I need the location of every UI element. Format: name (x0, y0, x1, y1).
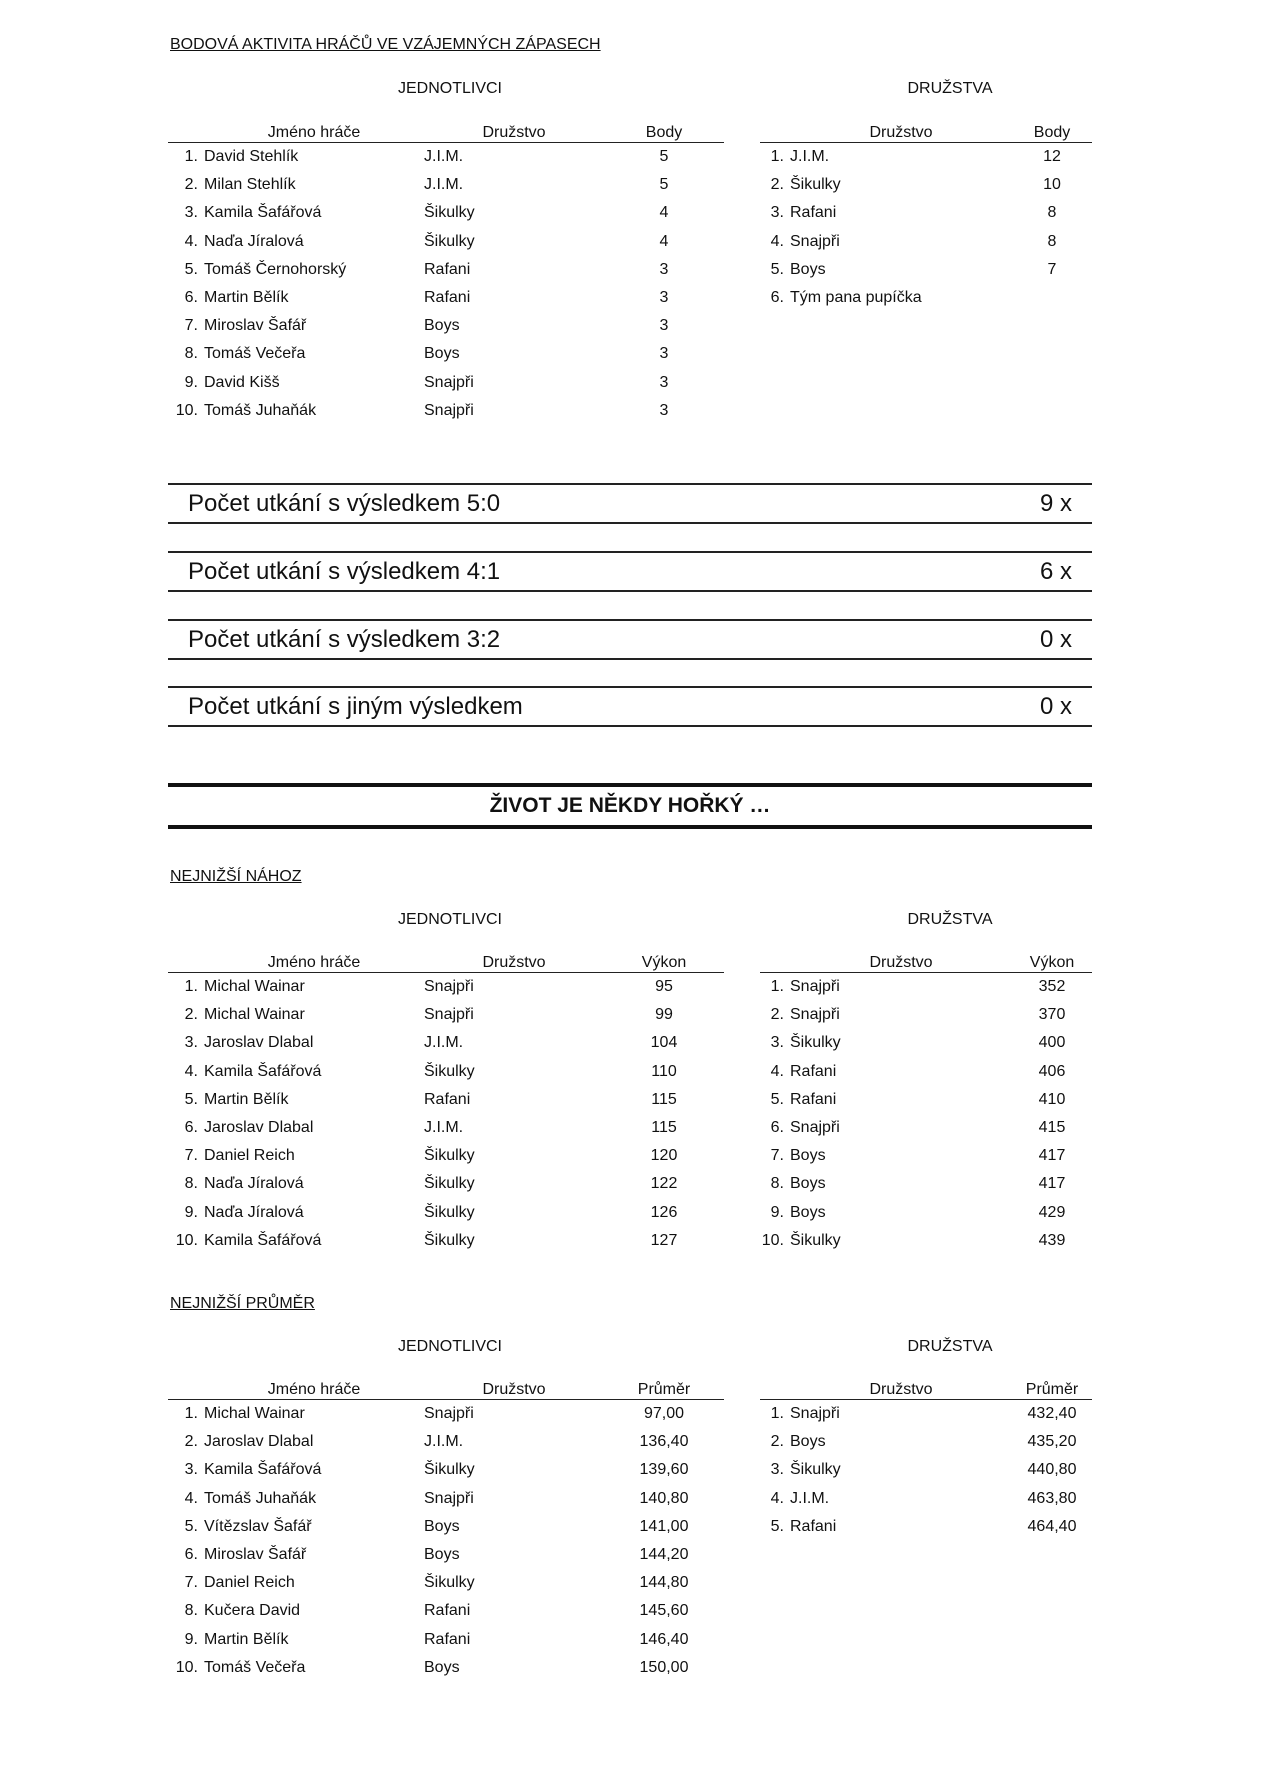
table-row (760, 284, 1092, 312)
rank-cell: 2. (184, 176, 198, 194)
table-row (760, 1086, 1092, 1114)
player-name-cell: Daniel Reich (204, 1574, 295, 1592)
team-header: Družstvo (424, 114, 604, 143)
table-row (168, 284, 724, 312)
value-cell: 115 (651, 1090, 677, 1108)
value-cell: 3 (659, 345, 669, 363)
rank-cell: 5. (184, 1090, 198, 1108)
value-cell: 400 (1038, 1034, 1066, 1052)
table-row (168, 973, 724, 1002)
table-row (168, 1114, 724, 1142)
value-cell: 3 (659, 317, 669, 335)
rank-cell: 4. (770, 232, 784, 250)
table-row (760, 1058, 1092, 1086)
rank-cell: 3. (770, 204, 784, 222)
rank-cell: 4. (184, 1062, 198, 1080)
rank-cell: 8. (184, 345, 198, 363)
value-cell: 3 (659, 401, 669, 419)
average-header: Průměr (1012, 1371, 1092, 1400)
rank-cell: 6. (184, 1546, 198, 1564)
team-cell: Snajpři (790, 978, 840, 996)
value-cell: 127 (650, 1231, 678, 1249)
table-row (760, 228, 1092, 256)
team-cell: Šikulky (424, 1203, 475, 1221)
value-cell: 417 (1038, 1147, 1066, 1165)
player-name-cell: Tomáš Večeřa (204, 1658, 306, 1676)
value-cell: 352 (1038, 978, 1066, 996)
table-row (168, 1569, 724, 1597)
team-cell: Rafani (424, 1090, 471, 1108)
table-row (168, 397, 724, 425)
team-cell: Boys (790, 1147, 826, 1165)
player-name-cell: Vítězslav Šafář (204, 1517, 312, 1535)
value-cell: 406 (1038, 1062, 1066, 1080)
value-cell: 10 (1043, 176, 1061, 194)
activity-section-title: BODOVÁ AKTIVITA HRÁČŮ VE VZÁJEMNÝCH ZÁPASECH (170, 36, 601, 53)
points-header: Body (604, 114, 724, 143)
value-cell: 4 (659, 232, 669, 250)
value-cell: 120 (650, 1147, 678, 1165)
value-cell: 150,00 (639, 1658, 689, 1676)
value-cell: 415 (1038, 1119, 1066, 1137)
player-name-cell: Tomáš Černohorský (204, 260, 347, 278)
team-cell: Boys (424, 317, 460, 335)
team-header: Družstvo (790, 1371, 1012, 1400)
rank-cell: 2. (770, 1006, 784, 1024)
table-row (760, 1170, 1092, 1198)
table-row (168, 1029, 724, 1057)
rank-cell: 5. (770, 1090, 784, 1108)
table-row (760, 171, 1092, 199)
player-name-cell: Tomáš Večeřa (204, 345, 306, 363)
team-header: Družstvo (424, 944, 604, 973)
player-name-cell: Kamila Šafářová (204, 1231, 322, 1249)
value-cell: 3 (659, 373, 669, 391)
rank-cell: 5. (770, 260, 784, 278)
player-name-cell: Kučera David (204, 1602, 301, 1620)
team-cell: J.I.M. (424, 1034, 464, 1052)
player-name-cell: Michal Wainar (204, 978, 305, 996)
summary-label: Počet utkání s jiným výsledkem (188, 693, 523, 720)
table-row (760, 1142, 1092, 1170)
table-row (168, 256, 724, 284)
team-cell: Snajpři (790, 1119, 840, 1137)
table-row (168, 1626, 724, 1654)
team-cell: Tým pana pupíčka (790, 289, 922, 307)
value-cell: 95 (655, 978, 673, 996)
rank-cell: 3. (770, 1034, 784, 1052)
player-name-cell: Miroslav Šafář (204, 1546, 307, 1564)
rank-cell: 1. (184, 978, 198, 996)
rank-cell: 8. (184, 1175, 198, 1193)
team-cell: Snajpři (424, 401, 474, 419)
team-cell: Snajpři (424, 1405, 474, 1423)
player-name-cell: Martin Bělík (204, 1630, 289, 1648)
team-cell: Snajpři (424, 978, 474, 996)
rank-cell: 1. (184, 1405, 198, 1423)
value-cell: 370 (1038, 1006, 1066, 1024)
rank-cell: 10. (175, 401, 198, 419)
team-cell: Snajpři (424, 1006, 474, 1024)
team-cell: Šikulky (424, 232, 475, 250)
player-name-cell: Tomáš Juhaňák (204, 401, 317, 419)
value-cell: 146,40 (639, 1630, 689, 1648)
summary-label: Počet utkání s výsledkem 5:0 (188, 490, 501, 517)
player-name-cell: Naďa Jíralová (204, 232, 304, 250)
player-name-cell: Martin Bělík (204, 1090, 289, 1108)
team-cell: Rafani (424, 260, 471, 278)
team-cell: Rafani (790, 204, 837, 222)
player-name-cell: Michal Wainar (204, 1006, 305, 1024)
table-row (760, 1227, 1092, 1255)
rank-cell: 7. (184, 1574, 198, 1592)
points-header: Body (1012, 114, 1092, 143)
summary-row (168, 619, 1092, 660)
value-cell: 115 (651, 1119, 677, 1137)
team-cell: Šikulky (790, 1034, 841, 1052)
rank-cell: 4. (184, 232, 198, 250)
team-cell: Snajpři (424, 1489, 474, 1507)
rank-cell: 6. (184, 1119, 198, 1137)
value-cell: 139,60 (639, 1461, 689, 1479)
average-header: Průměr (604, 1371, 724, 1400)
rank-cell: 7. (184, 1147, 198, 1165)
team-cell: J.I.M. (790, 1489, 830, 1507)
value-cell: 435,20 (1027, 1433, 1077, 1451)
player-name-cell: Naďa Jíralová (204, 1203, 304, 1221)
value-cell: 145,60 (639, 1602, 689, 1620)
player-name-cell: Jaroslav Dlabal (204, 1119, 314, 1137)
bitter-life-banner: ŽIVOT JE NĚKDY HOŘKÝ … (168, 783, 1092, 829)
player-name-cell: Miroslav Šafář (204, 317, 307, 335)
team-cell: Snajpři (424, 373, 474, 391)
table-row (168, 1485, 724, 1513)
performance-header: Výkon (1012, 944, 1092, 973)
rank-cell: 9. (184, 373, 198, 391)
team-cell: Šikulky (790, 1231, 841, 1249)
value-cell: 463,80 (1027, 1489, 1077, 1507)
value-cell: 99 (655, 1006, 673, 1024)
table-row (760, 143, 1092, 172)
rank-cell: 10. (761, 1231, 784, 1249)
team-cell: Šikulky (424, 1461, 475, 1479)
value-cell: 141,00 (639, 1517, 689, 1535)
team-header: Družstvo (790, 114, 1012, 143)
activity-individuals-title: JEDNOTLIVCI (397, 80, 502, 97)
table-row (168, 1597, 724, 1625)
team-cell: J.I.M. (424, 176, 464, 194)
player-name-cell: David Stehlík (204, 148, 299, 166)
team-cell: J.I.M. (424, 1433, 464, 1451)
value-cell: 7 (1047, 260, 1057, 278)
table-row (168, 1400, 724, 1429)
table-row (168, 143, 724, 172)
rank-cell: 10. (175, 1231, 198, 1249)
activity-teams-title: DRUŽSTVA (907, 80, 993, 97)
player-name-cell: Martin Bělík (204, 289, 289, 307)
team-cell: Šikulky (424, 1147, 475, 1165)
value-cell: 429 (1038, 1203, 1066, 1221)
player-name-cell: Jaroslav Dlabal (204, 1034, 314, 1052)
rank-header (760, 114, 790, 143)
team-cell: Boys (424, 1658, 460, 1676)
player-name-cell: Kamila Šafářová (204, 204, 322, 222)
rank-cell: 3. (770, 1461, 784, 1479)
rank-cell: 2. (770, 1433, 784, 1451)
team-cell: J.I.M. (790, 148, 830, 166)
team-cell: Boys (790, 260, 826, 278)
summary-row (168, 686, 1092, 727)
value-cell: 144,80 (639, 1574, 689, 1592)
value-cell: 8 (1047, 232, 1057, 250)
team-cell: Rafani (790, 1517, 837, 1535)
table-row (760, 1199, 1092, 1227)
player-name-cell: Naďa Jíralová (204, 1175, 304, 1193)
table-row (168, 369, 724, 397)
rank-cell: 6. (770, 289, 784, 307)
activity-teams-table (760, 114, 1092, 312)
rank-cell: 6. (770, 1119, 784, 1137)
rank-cell: 6. (184, 289, 198, 307)
value-cell: 126 (650, 1203, 678, 1221)
table-row (168, 1541, 724, 1569)
table-row (168, 171, 724, 199)
table-row (760, 1029, 1092, 1057)
rank-cell: 4. (770, 1062, 784, 1080)
team-cell: Boys (790, 1203, 826, 1221)
value-cell: 5 (659, 148, 669, 166)
summary-count: 9 x (1039, 490, 1072, 517)
rank-cell: 4. (184, 1489, 198, 1507)
rank-header (760, 1371, 790, 1400)
team-cell: Rafani (790, 1090, 837, 1108)
value-cell: 5 (659, 176, 669, 194)
player-header: Jméno hráče (204, 114, 424, 143)
table-row (168, 312, 724, 340)
player-name-cell: Kamila Šafářová (204, 1461, 322, 1479)
lowest-avg-teams-table (760, 1371, 1092, 1541)
rank-cell: 8. (770, 1175, 784, 1193)
rank-cell: 9. (184, 1203, 198, 1221)
player-name-cell: Tomáš Juhaňák (204, 1489, 317, 1507)
team-cell: Snajpři (790, 232, 840, 250)
lowest-avg-teams-title: DRUŽSTVA (907, 1338, 993, 1355)
team-cell: Šikulky (790, 176, 841, 194)
value-cell: 110 (651, 1062, 677, 1080)
value-cell: 464,40 (1027, 1517, 1077, 1535)
player-name-cell: Jaroslav Dlabal (204, 1433, 314, 1451)
rank-cell: 3. (184, 204, 198, 222)
value-cell: 140,80 (639, 1489, 689, 1507)
table-row (168, 1058, 724, 1086)
team-header: Družstvo (424, 1371, 604, 1400)
lowest-throw-teams-title: DRUŽSTVA (907, 911, 993, 928)
rank-cell: 7. (184, 317, 198, 335)
team-cell: Rafani (424, 1630, 471, 1648)
team-cell: J.I.M. (424, 148, 464, 166)
team-cell: Šikulky (424, 1231, 475, 1249)
summary-label: Počet utkání s výsledkem 4:1 (188, 558, 501, 585)
table-row (168, 1513, 724, 1541)
value-cell: 8 (1047, 204, 1057, 222)
rank-cell: 7. (770, 1147, 784, 1165)
rank-cell: 3. (184, 1461, 198, 1479)
team-cell: Šikulky (790, 1461, 841, 1479)
player-header: Jméno hráče (204, 944, 424, 973)
rank-header (760, 944, 790, 973)
table-row (168, 1142, 724, 1170)
value-cell (1012, 284, 1092, 312)
rank-header (168, 114, 204, 143)
value-cell: 97,00 (643, 1405, 685, 1423)
team-cell: Šikulky (424, 1062, 475, 1080)
team-cell: Boys (790, 1175, 826, 1193)
team-cell: Šikulky (424, 204, 475, 222)
player-name-cell: Kamila Šafářová (204, 1062, 322, 1080)
table-row (760, 1485, 1092, 1513)
rank-cell: 1. (770, 148, 784, 166)
summary-count: 0 x (1039, 626, 1072, 653)
rank-cell: 5. (770, 1517, 784, 1535)
team-cell: Rafani (790, 1062, 837, 1080)
rank-cell: 10. (175, 1658, 198, 1676)
team-cell: J.I.M. (424, 1119, 464, 1137)
table-row (760, 1456, 1092, 1484)
team-cell: Boys (424, 345, 460, 363)
table-row (760, 199, 1092, 227)
player-name-cell: Milan Stehlík (204, 176, 296, 194)
table-row (168, 1654, 724, 1682)
lowest-avg-individuals-title: JEDNOTLIVCI (397, 1338, 502, 1355)
player-name-cell: Daniel Reich (204, 1147, 295, 1165)
summary-count: 0 x (1039, 693, 1072, 720)
rank-cell: 5. (184, 1517, 198, 1535)
value-cell: 410 (1038, 1090, 1066, 1108)
rank-cell: 5. (184, 260, 198, 278)
player-name-cell: David Kišš (204, 373, 280, 391)
table-row (760, 973, 1092, 1002)
team-cell: Šikulky (424, 1175, 475, 1193)
summary-row (168, 483, 1092, 524)
rank-cell: 2. (770, 176, 784, 194)
rank-cell: 9. (184, 1630, 198, 1648)
team-cell: Snajpři (790, 1405, 840, 1423)
value-cell: 417 (1038, 1175, 1066, 1193)
value-cell: 3 (659, 289, 669, 307)
table-row (168, 1428, 724, 1456)
table-row (168, 1086, 724, 1114)
performance-header: Výkon (604, 944, 724, 973)
table-row (760, 1001, 1092, 1029)
team-cell: Boys (424, 1517, 460, 1535)
value-cell: 144,20 (639, 1546, 689, 1564)
rank-header (168, 1371, 204, 1400)
table-row (760, 1114, 1092, 1142)
team-cell: Snajpři (790, 1006, 840, 1024)
value-cell: 3 (659, 260, 669, 278)
player-header: Jméno hráče (204, 1371, 424, 1400)
value-cell: 12 (1043, 148, 1061, 166)
table-row (168, 228, 724, 256)
lowest-throw-individuals-title: JEDNOTLIVCI (397, 911, 502, 928)
rank-header (168, 944, 204, 973)
rank-cell: 1. (184, 148, 198, 166)
lowest-avg-section-title: NEJNIŽŠÍ PRŮMĚR (170, 1295, 315, 1312)
rank-cell: 8. (184, 1602, 198, 1620)
lowest-avg-individuals-table (168, 1371, 724, 1682)
summary-row (168, 551, 1092, 592)
value-cell: 439 (1038, 1231, 1066, 1249)
table-row (168, 1199, 724, 1227)
summary-count: 6 x (1039, 558, 1072, 585)
rank-cell: 1. (770, 978, 784, 996)
team-cell: Rafani (424, 1602, 471, 1620)
table-row (760, 1428, 1092, 1456)
team-cell: Boys (790, 1433, 826, 1451)
lowest-throw-individuals-table (168, 944, 724, 1255)
table-row (760, 1513, 1092, 1541)
team-cell: Boys (424, 1546, 460, 1564)
summary-label: Počet utkání s výsledkem 3:2 (188, 626, 501, 653)
table-row (168, 340, 724, 368)
rank-cell: 9. (770, 1203, 784, 1221)
rank-cell: 4. (770, 1489, 784, 1507)
value-cell: 432,40 (1027, 1405, 1077, 1423)
lowest-throw-teams-table (760, 944, 1092, 1255)
table-row (168, 1170, 724, 1198)
value-cell: 4 (659, 204, 669, 222)
value-cell: 104 (650, 1034, 678, 1052)
team-cell: Rafani (424, 289, 471, 307)
lowest-throw-section-title: NEJNIŽŠÍ NÁHOZ (170, 868, 302, 885)
rank-cell: 2. (184, 1006, 198, 1024)
player-name-cell: Michal Wainar (204, 1405, 305, 1423)
value-cell: 122 (650, 1175, 678, 1193)
table-row (168, 199, 724, 227)
table-row (168, 1227, 724, 1255)
table-row (760, 256, 1092, 284)
team-cell: Šikulky (424, 1574, 475, 1592)
table-row (760, 1400, 1092, 1429)
activity-individuals-table (168, 114, 724, 425)
rank-cell: 2. (184, 1433, 198, 1451)
value-cell: 440,80 (1027, 1461, 1077, 1479)
value-cell: 136,40 (639, 1433, 689, 1451)
rank-cell: 3. (184, 1034, 198, 1052)
table-row (168, 1001, 724, 1029)
rank-cell: 1. (770, 1405, 784, 1423)
table-row (168, 1456, 724, 1484)
team-header: Družstvo (790, 944, 1012, 973)
